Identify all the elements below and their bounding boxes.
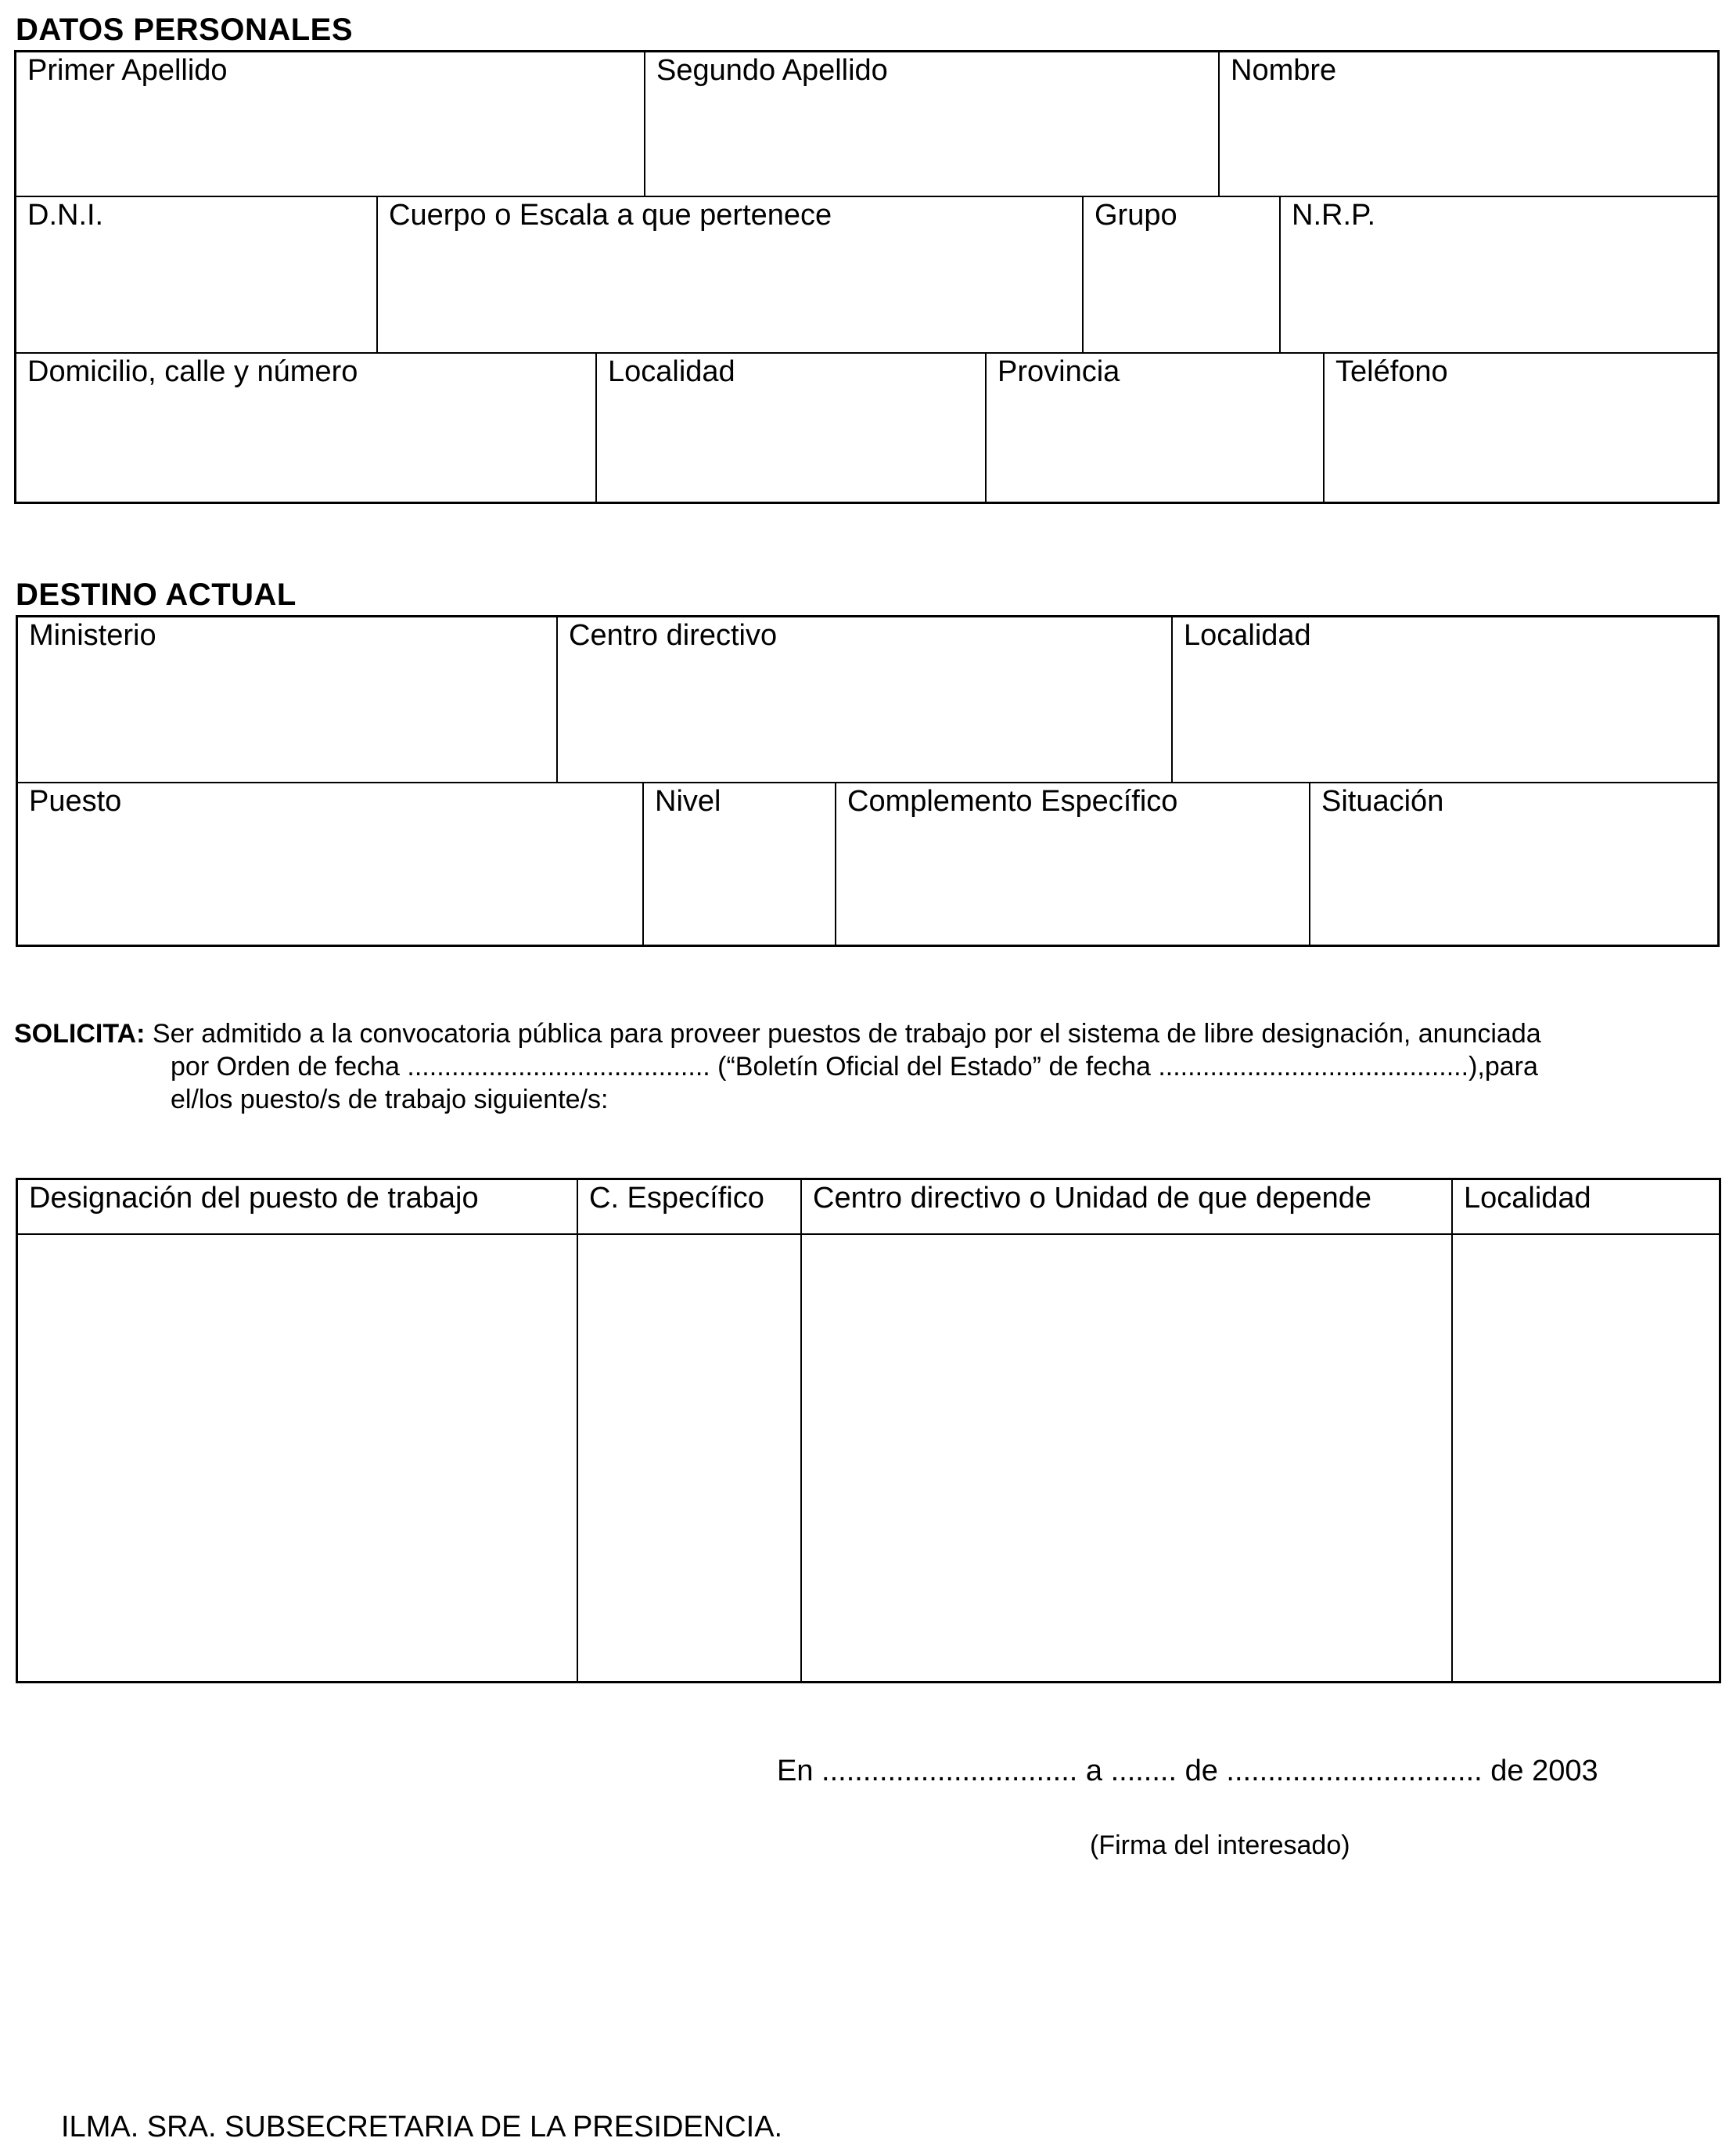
field-label: Puesto bbox=[29, 785, 122, 818]
signature-caption: (Firma del interesado) bbox=[1090, 1830, 1350, 1860]
addressee: ILMA. SRA. SUBSECRETARIA DE LA PRESIDENCIA. bbox=[61, 2111, 783, 2143]
field-nombre[interactable] bbox=[1220, 52, 1717, 197]
field-puesto[interactable] bbox=[18, 783, 644, 945]
solicita-paragraph bbox=[14, 1017, 1657, 1116]
solicita-line-2: por Orden de fecha ......................................... (“Boletín Oficial del Estado” de fecha ..........................................), bbox=[171, 1052, 1485, 1082]
field-label: Centro directivo bbox=[569, 619, 778, 652]
field-complemento-especifico[interactable] bbox=[836, 783, 1310, 945]
field-localidad-destino[interactable] bbox=[1173, 617, 1717, 783]
field-label: Localidad bbox=[608, 355, 735, 388]
field-cuerpo-escala[interactable] bbox=[378, 197, 1084, 354]
column-header-c-especifico bbox=[578, 1180, 802, 1235]
solicita-line-3: el/los puesto/s de trabajo siguiente/s: bbox=[171, 1085, 609, 1114]
input-c-especifico[interactable] bbox=[578, 1235, 802, 1681]
field-telefono[interactable] bbox=[1325, 354, 1717, 502]
field-label: Domicilio, calle y número bbox=[27, 355, 358, 388]
column-header-localidad bbox=[1453, 1180, 1719, 1235]
section-heading-datos-personales: DATOS PERSONALES bbox=[16, 13, 354, 47]
column-label: C. Específico bbox=[589, 1182, 764, 1215]
field-label: Nombre bbox=[1231, 54, 1337, 87]
field-label: Nivel bbox=[655, 785, 721, 818]
field-segundo-apellido[interactable] bbox=[645, 52, 1220, 197]
column-label: Centro directivo o Unidad de que depende bbox=[813, 1182, 1372, 1215]
column-label: Localidad bbox=[1464, 1182, 1591, 1215]
input-centro-directivo[interactable] bbox=[802, 1235, 1453, 1681]
date-line: En ............................... a ........ de ............................... de 2003 bbox=[777, 1755, 1598, 1787]
column-header-designacion bbox=[18, 1180, 578, 1235]
field-domicilio[interactable] bbox=[16, 354, 597, 502]
field-grupo[interactable] bbox=[1084, 197, 1281, 354]
field-label: Situación bbox=[1321, 785, 1444, 818]
input-designacion[interactable] bbox=[18, 1235, 578, 1681]
field-label: Provincia bbox=[998, 355, 1120, 388]
field-label: N.R.P. bbox=[1292, 199, 1376, 232]
field-localidad[interactable] bbox=[597, 354, 987, 502]
section-heading-destino-actual: DESTINO ACTUAL bbox=[16, 578, 297, 612]
field-label: Grupo bbox=[1095, 199, 1177, 232]
field-nivel[interactable] bbox=[644, 783, 836, 945]
field-label: Localidad bbox=[1184, 619, 1311, 652]
field-label: Cuerpo o Escala a que pertenece bbox=[389, 199, 832, 232]
solicita-label: SOLICITA: bbox=[14, 1019, 146, 1049]
field-label: Teléfono bbox=[1335, 355, 1448, 388]
field-dni[interactable] bbox=[16, 197, 378, 354]
solicita-line-1: Ser admitido a la convocatoria pública para proveer puestos de trabajo por el sistema de libre designación, anunciada bbox=[152, 1019, 1541, 1049]
field-primer-apellido[interactable] bbox=[16, 52, 645, 197]
field-label: Ministerio bbox=[29, 619, 156, 652]
field-ministerio[interactable] bbox=[18, 617, 558, 783]
field-label: Primer Apellido bbox=[27, 54, 228, 87]
destino-actual-table bbox=[16, 615, 1720, 947]
field-label: Segundo Apellido bbox=[656, 54, 888, 87]
field-situacion[interactable] bbox=[1310, 783, 1717, 945]
field-nrp[interactable] bbox=[1281, 197, 1717, 354]
field-centro-directivo[interactable] bbox=[558, 617, 1173, 783]
datos-personales-table bbox=[14, 50, 1720, 504]
puestos-table bbox=[16, 1178, 1721, 1683]
field-label: Complemento Específico bbox=[847, 785, 1178, 818]
column-label: Designación del puesto de trabajo bbox=[29, 1182, 479, 1215]
solicita-line-2-end: para bbox=[1484, 1052, 1538, 1082]
column-header-centro-directivo bbox=[802, 1180, 1453, 1235]
input-localidad[interactable] bbox=[1453, 1235, 1719, 1681]
field-label: D.N.I. bbox=[27, 199, 104, 232]
field-provincia[interactable] bbox=[987, 354, 1325, 502]
